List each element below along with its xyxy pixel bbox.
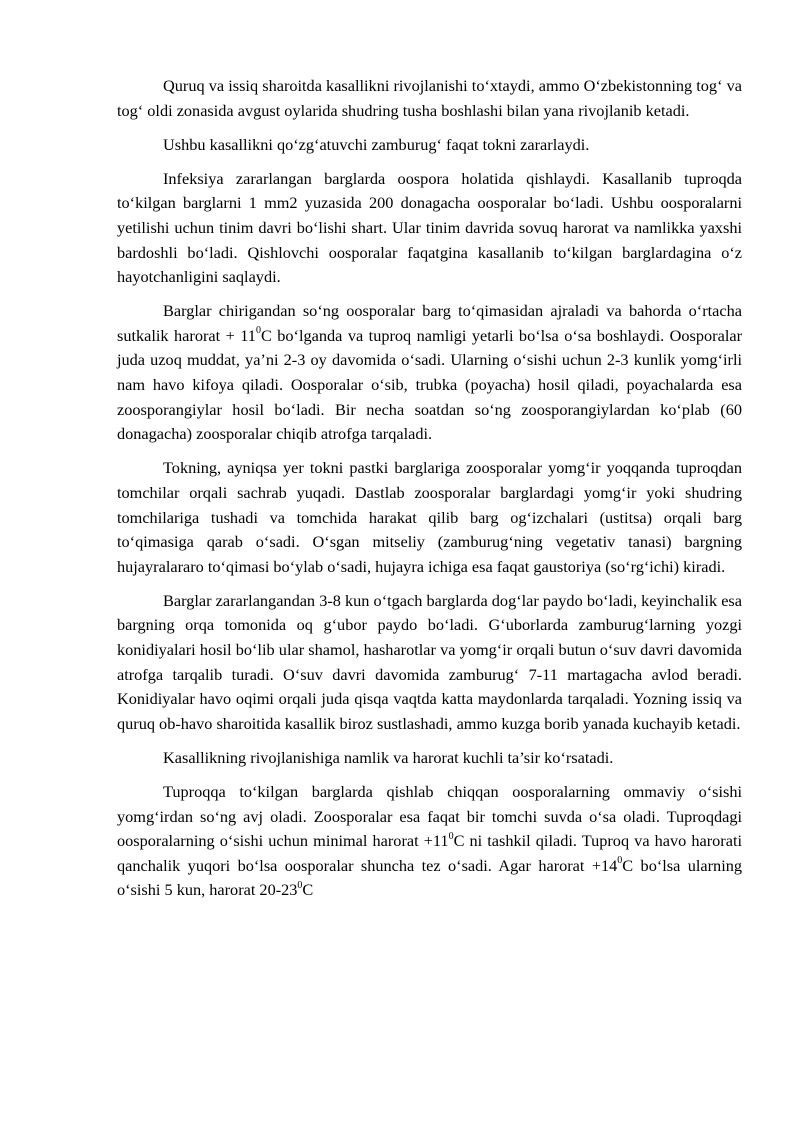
degree-superscript: 0 [297,879,303,891]
paragraph-3 [117,167,742,290]
document-body [117,74,742,912]
paragraph-7 [117,746,742,771]
degree-superscript: 0 [617,855,623,867]
paragraph-1 [117,74,742,123]
paragraph-text: Barglar chirigandan so‘ng oosporalar barg to‘qimasidan ajraladi va bahorda o‘rtacha sutkalik harorat + 11 [117,301,742,345]
paragraph-text: Ushbu kasallikni qo‘zg‘atuvchi zamburug‘ faqat tokni zararlaydi. [163,134,590,154]
paragraph-2 [117,133,742,158]
paragraph-text: Tuproqqa to‘kilgan barglarda qishlab chiqqan oosporalarning ommaviy o‘sishi yomg‘irdan so‘ng avj oladi. Zoosporalar esa faqat bir tomchi suvda o‘sa oladi. Tuproqdagi oosporalarning o‘sishi uchun minimal harorat +11 [117,781,742,851]
paragraph-4 [117,299,742,447]
paragraph-text: Quruq va issiq sharoitda kasallikni rivojlanishi to‘xtaydi, ammo O‘zbekistonning tog‘ va tog‘ oldi zonasida avgust oylarida shudring tusha boshlashi bilan yana rivojlanib ketadi. [117,76,742,120]
paragraph-text: C ni tashkil qiladi. Tuproq va havo harorati qanchalik yuqori bo‘lsa oosporalar shuncha tez o‘sadi. Agar harorat +14 [117,831,742,875]
paragraph-text: Tokning, ayniqsa yer tokni pastki barglariga zoosporalar yomg‘ir yoqqanda tuproqdan tomchilar orqali sachrab yuqadi. Dastlab zoosporalar barglardagi yomg‘ir yoki shudring tomchilariga tushadi va tomchida harakat qilib barg og‘izchalari (ustitsa) orqali barg to‘qimasiga qarab o‘sadi. O‘sgan mitseliy (zamburug‘ning vegetativ tanasi) bargning hujayralararo to‘qimasi bo‘ylab o‘sadi, hujayra ichiga esa faqat gaustoriya (so‘rg‘ichi) kiradi. [117,458,742,576]
paragraph-text: C [302,880,314,900]
paragraph-text: C bo‘lganda va tuproq namligi yetarli bo‘lsa o‘sa boshlaydi. Oosporalar juda uzoq muddat, ya’ni 2-3 oy davomida o‘sadi. Ularning o‘sishi uchun 2-3 kunlik yomg‘irli nam havo kifoya qiladi. Oosporalar o‘sib, trubka (poyacha) hosil qiladi, poyachalarda esa zoosporangiylar hosil bo‘ladi. Bir necha soatdan so‘ng zoosporangiylardan ko‘plab (60 donagacha) zoosporalar chiqib atrofga tarqaladi. [117,325,742,444]
paragraph-text: Barglar zararlangandan 3-8 kun o‘tgach barglarda dog‘lar paydo bo‘ladi, keyinchalik esa bargning orqa tomonida oq g‘ubor paydo bo‘ladi. G‘uborlarda zamburug‘larning yozgi konidiyalari hosil bo‘lib ular shamol, hasharotlar va yomg‘ir orqali butun o‘suv davri davomida atrofga tarqalib turadi. O‘suv davri davomida zamburug‘ 7-11 martagacha avlod beradi. Konidiyalar havo oqimi orqali juda qisqa vaqtda katta maydonlarda tarqaladi. Yozning issiq va quruq ob-havo sharoitida kasallik biroz sustlashadi, ammo kuzga borib yanada kuchayib ketadi. [117,590,742,733]
paragraph-5 [117,456,742,579]
degree-superscript: 0 [255,325,261,337]
paragraph-text: Kasallikning rivojlanishiga namlik va harorat kuchli ta’sir ko‘rsatadi. [163,747,614,767]
paragraph-text: Infeksiya zararlangan barglarda oospora holatida qishlaydi. Kasallanib tuproqda to‘kilgan barglarni 1 mm2 yuzasida 200 donagacha oosporalar bo‘ladi. Ushbu oosporalarni yetilishi uchun tinim davri bo‘lishi shart. Ular tinim davrida sovuq harorat va namlikka yaxshi bardoshli bo‘ladi. Qishlovchi oosporalar faqatgina kasallanib to‘kilgan barglardagina o‘z hayotchanligini saqlaydi. [117,168,742,287]
degree-superscript: 0 [448,830,454,842]
paragraph-6 [117,589,742,737]
paragraph-8 [117,780,742,903]
paragraph-text: C bo‘lsa ularning o‘sishi 5 kun, harorat 20-23 [117,855,742,900]
